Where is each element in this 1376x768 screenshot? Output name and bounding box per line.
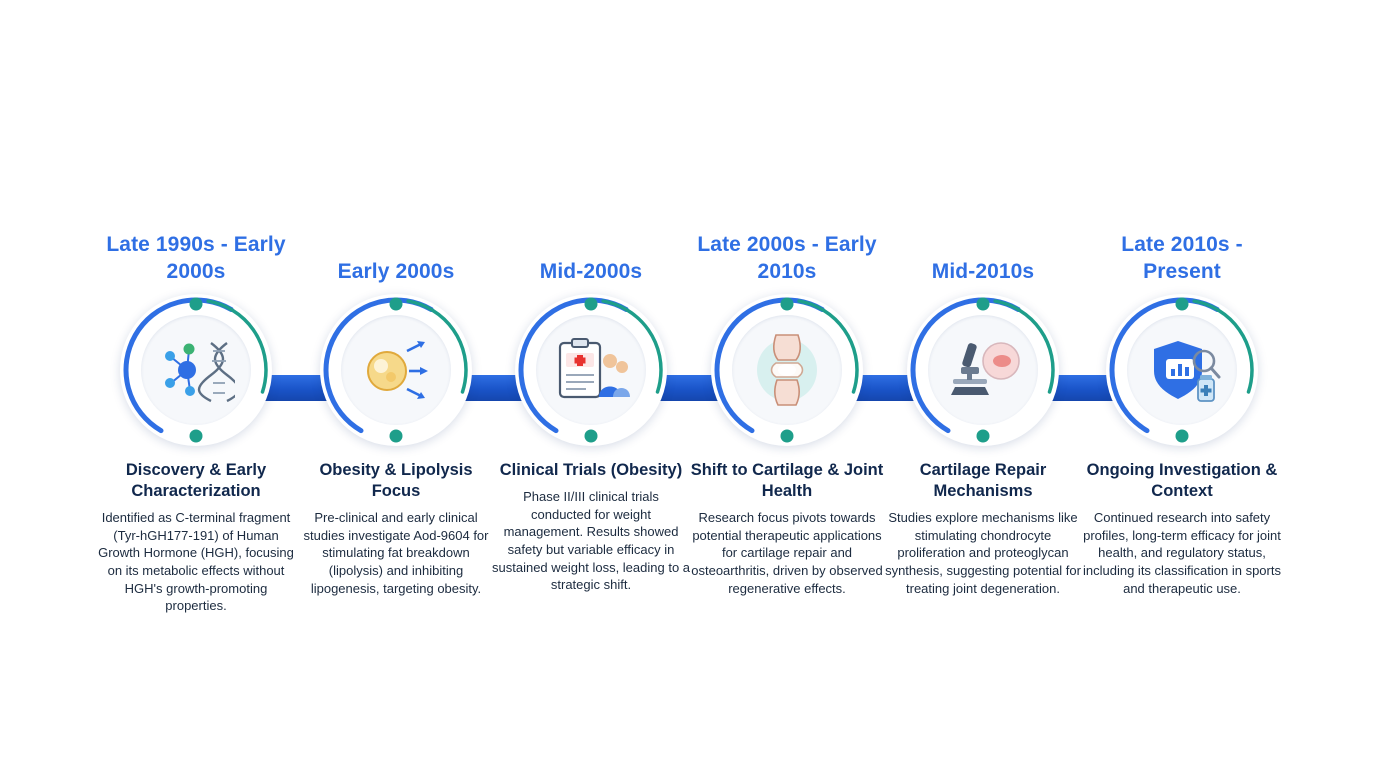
node-era-label: Late 2000s - Early 2010s [697, 233, 877, 283]
timeline-node-4[interactable] [686, 232, 888, 597]
node-title: Discovery & Early Characterization [125, 460, 267, 500]
node-icon-container [536, 315, 646, 425]
node-icon-container [341, 315, 451, 425]
node-circle [907, 294, 1059, 446]
node-icon-container [928, 315, 1038, 425]
node-circle [711, 294, 863, 446]
node-icon-container [141, 315, 251, 425]
node-era-label: Late 2010s - Present [1121, 233, 1243, 283]
node-era-label: Mid-2010s [931, 260, 1035, 283]
node-description: Studies explore mechanisms like stimulating chondrocyte proliferation and proteoglycan synthesis, suggesting potential for treating joint degeneration. [885, 510, 1081, 596]
microscope-icon [943, 335, 1023, 405]
node-description: Phase II/III clinical trials conducted for weight management. Results showed safety but variable efficacy in sustained weight loss, leading to a strategic shift. [492, 488, 691, 593]
node-title: Cartilage Repair Mechanisms [919, 460, 1047, 500]
node-era-label: Mid-2000s [539, 260, 643, 283]
node-circle [320, 294, 472, 446]
shield-vial-icon [1142, 335, 1222, 405]
node-description: Research focus pivots towards potential therapeutic applications for cartilage repair and osteoarthritis, driven by observed regenerative effects. [691, 509, 883, 596]
node-era-label: Late 1990s - Early 2000s [106, 233, 286, 283]
node-title: Obesity & Lipolysis Focus [319, 460, 473, 500]
node-title: Ongoing Investigation & Context [1086, 460, 1278, 500]
node-title: Clinical Trials (Obesity) [499, 460, 683, 479]
clipboard-doctors-icon [552, 335, 630, 405]
node-description: Continued research into safety profiles, long-term efficacy for joint health, and regulatory status, including its classification in sports and therapeutic use. [1083, 509, 1281, 596]
knee-joint-icon [748, 333, 826, 407]
timeline-node-2[interactable] [297, 259, 495, 597]
node-circle [515, 294, 667, 446]
timeline-node-6[interactable] [1081, 232, 1283, 597]
node-description: Identified as C-terminal fragment (Tyr-hGH177-191) of Human Growth Hormone (HGH), focusing on its metabolic effects without HGH's growth-promoting properties. [98, 509, 294, 614]
molecule-dna-icon [157, 335, 235, 405]
node-title: Shift to Cartilage & Joint Health [690, 460, 884, 500]
timeline-node-1[interactable] [94, 232, 298, 615]
node-icon-container [1127, 315, 1237, 425]
node-icon-container [732, 315, 842, 425]
fat-cell-arrows-icon [357, 335, 435, 405]
node-circle [1106, 294, 1258, 446]
node-description: Pre-clinical and early clinical studies investigate Aod-9604 for stimulating fat breakdown (lipolysis) and inhibiting lipogenesis, targeting obesity. [303, 510, 489, 596]
node-circle [120, 294, 272, 446]
timeline-node-5[interactable] [883, 259, 1083, 597]
node-era-label: Early 2000s [337, 260, 455, 283]
timeline-node-3[interactable] [492, 259, 690, 594]
